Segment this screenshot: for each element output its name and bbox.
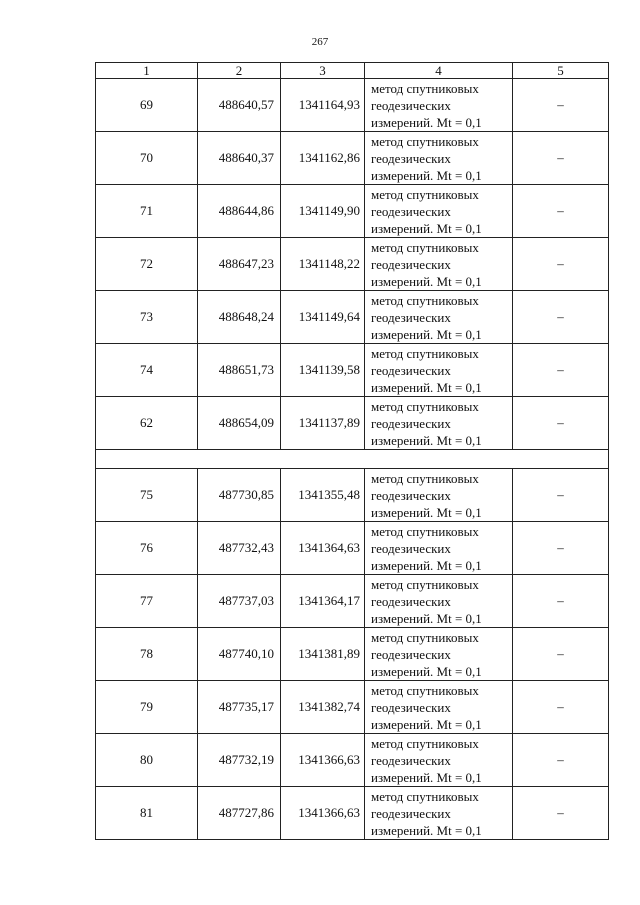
point-number: 71 (96, 185, 198, 238)
method-line-2: геодезических (371, 256, 451, 272)
coord-x: 487732,43 (198, 522, 281, 575)
method-line-3: измерений. Mt = 0,1 (371, 557, 482, 573)
method-cell (365, 628, 513, 681)
coord-x: 488648,24 (198, 291, 281, 344)
method-line-3: измерений. Mt = 0,1 (371, 273, 482, 289)
method-line-1: метод спутниковых (371, 682, 479, 698)
dash-cell: – (513, 628, 609, 681)
method-line-1: метод спутниковых (371, 523, 479, 539)
coord-y: 1341382,74 (281, 681, 365, 734)
method-line-2: геодезических (371, 97, 451, 113)
point-number: 62 (96, 397, 198, 450)
method-line-2: геодезических (371, 362, 451, 378)
method-cell (365, 787, 513, 840)
method-line-3: измерений. Mt = 0,1 (371, 663, 482, 679)
dash-cell: – (513, 185, 609, 238)
coord-x: 488640,37 (198, 132, 281, 185)
dash-cell: – (513, 397, 609, 450)
dash-cell: – (513, 344, 609, 397)
coord-x: 488647,23 (198, 238, 281, 291)
dash-cell: – (513, 575, 609, 628)
point-number: 72 (96, 238, 198, 291)
table-row (96, 238, 609, 291)
coord-y: 1341149,64 (281, 291, 365, 344)
method-line-1: метод спутниковых (371, 629, 479, 645)
header-col-5: 5 (513, 63, 609, 79)
method-line-3: измерений. Mt = 0,1 (371, 822, 482, 838)
coord-y: 1341381,89 (281, 628, 365, 681)
method-cell (365, 681, 513, 734)
method-line-1: метод спутниковых (371, 576, 479, 592)
header-col-1: 1 (96, 63, 198, 79)
coord-y: 1341366,63 (281, 734, 365, 787)
table-row (96, 628, 609, 681)
table-row (96, 397, 609, 450)
point-number: 74 (96, 344, 198, 397)
method-cell (365, 522, 513, 575)
method-cell (365, 238, 513, 291)
method-line-3: измерений. Mt = 0,1 (371, 220, 482, 236)
method-line-2: геодезических (371, 752, 451, 768)
dash-cell: – (513, 787, 609, 840)
coord-x: 487740,10 (198, 628, 281, 681)
method-line-1: метод спутниковых (371, 470, 479, 486)
coord-y: 1341137,89 (281, 397, 365, 450)
coord-y: 1341364,17 (281, 575, 365, 628)
coord-y: 1341164,93 (281, 79, 365, 132)
coord-y: 1341355,48 (281, 469, 365, 522)
method-line-1: метод спутниковых (371, 345, 479, 361)
table-row (96, 185, 609, 238)
separator-row (96, 450, 609, 469)
method-line-3: измерений. Mt = 0,1 (371, 716, 482, 732)
coord-x: 487732,19 (198, 734, 281, 787)
coordinates-table (95, 62, 609, 840)
table-row (96, 575, 609, 628)
method-line-2: геодезических (371, 540, 451, 556)
method-cell (365, 734, 513, 787)
table-row (96, 522, 609, 575)
point-number: 75 (96, 469, 198, 522)
dash-cell: – (513, 469, 609, 522)
method-cell (365, 344, 513, 397)
header-col-4: 4 (365, 63, 513, 79)
header-col-2: 2 (198, 63, 281, 79)
method-cell (365, 469, 513, 522)
point-number: 78 (96, 628, 198, 681)
dash-cell: – (513, 681, 609, 734)
method-line-2: геодезических (371, 203, 451, 219)
method-line-1: метод спутниковых (371, 186, 479, 202)
method-line-2: геодезических (371, 309, 451, 325)
coord-x: 488651,73 (198, 344, 281, 397)
coord-y: 1341364,63 (281, 522, 365, 575)
point-number: 79 (96, 681, 198, 734)
method-line-1: метод спутниковых (371, 239, 479, 255)
method-line-3: измерений. Mt = 0,1 (371, 769, 482, 785)
coord-x: 487727,86 (198, 787, 281, 840)
point-number: 80 (96, 734, 198, 787)
method-line-3: измерений. Mt = 0,1 (371, 379, 482, 395)
coord-x: 488654,09 (198, 397, 281, 450)
method-line-2: геодезических (371, 646, 451, 662)
table-row (96, 291, 609, 344)
method-line-2: геодезических (371, 415, 451, 431)
point-number: 69 (96, 79, 198, 132)
coord-x: 488644,86 (198, 185, 281, 238)
coord-x: 488640,57 (198, 79, 281, 132)
table-row (96, 469, 609, 522)
method-line-1: метод спутниковых (371, 292, 479, 308)
method-cell (365, 132, 513, 185)
method-line-3: измерений. Mt = 0,1 (371, 167, 482, 183)
method-cell (365, 291, 513, 344)
method-line-2: геодезических (371, 593, 451, 609)
point-number: 76 (96, 522, 198, 575)
point-number: 73 (96, 291, 198, 344)
method-line-1: метод спутниковых (371, 735, 479, 751)
header-col-3: 3 (281, 63, 365, 79)
coord-x: 487730,85 (198, 469, 281, 522)
page-number: 267 (311, 36, 329, 48)
coord-y: 1341139,58 (281, 344, 365, 397)
dash-cell: – (513, 291, 609, 344)
method-line-3: измерений. Mt = 0,1 (371, 504, 482, 520)
table-row (96, 787, 609, 840)
method-line-2: геодезических (371, 699, 451, 715)
method-cell (365, 575, 513, 628)
table-body (96, 79, 609, 840)
coord-x: 487737,03 (198, 575, 281, 628)
method-line-3: измерений. Mt = 0,1 (371, 610, 482, 626)
method-cell (365, 185, 513, 238)
table-row (96, 734, 609, 787)
table-row (96, 344, 609, 397)
table-row (96, 132, 609, 185)
table-row (96, 79, 609, 132)
dash-cell: – (513, 734, 609, 787)
method-line-2: геодезических (371, 805, 451, 821)
dash-cell: – (513, 238, 609, 291)
method-line-3: измерений. Mt = 0,1 (371, 432, 482, 448)
coord-y: 1341162,86 (281, 132, 365, 185)
coord-y: 1341148,22 (281, 238, 365, 291)
header-row (96, 63, 609, 79)
dash-cell: – (513, 522, 609, 575)
method-line-1: метод спутниковых (371, 80, 479, 96)
separator-cell (96, 450, 609, 469)
method-line-1: метод спутниковых (371, 133, 479, 149)
coord-y: 1341149,90 (281, 185, 365, 238)
method-line-3: измерений. Mt = 0,1 (371, 326, 482, 342)
method-line-1: метод спутниковых (371, 398, 479, 414)
dash-cell: – (513, 132, 609, 185)
point-number: 70 (96, 132, 198, 185)
dash-cell: – (513, 79, 609, 132)
point-number: 81 (96, 787, 198, 840)
coord-y: 1341366,63 (281, 787, 365, 840)
point-number: 77 (96, 575, 198, 628)
method-cell (365, 79, 513, 132)
method-cell (365, 397, 513, 450)
method-line-2: геодезических (371, 150, 451, 166)
method-line-3: измерений. Mt = 0,1 (371, 114, 482, 130)
method-line-1: метод спутниковых (371, 788, 479, 804)
method-line-2: геодезических (371, 487, 451, 503)
coord-x: 487735,17 (198, 681, 281, 734)
table-header (96, 63, 609, 79)
table-row (96, 681, 609, 734)
